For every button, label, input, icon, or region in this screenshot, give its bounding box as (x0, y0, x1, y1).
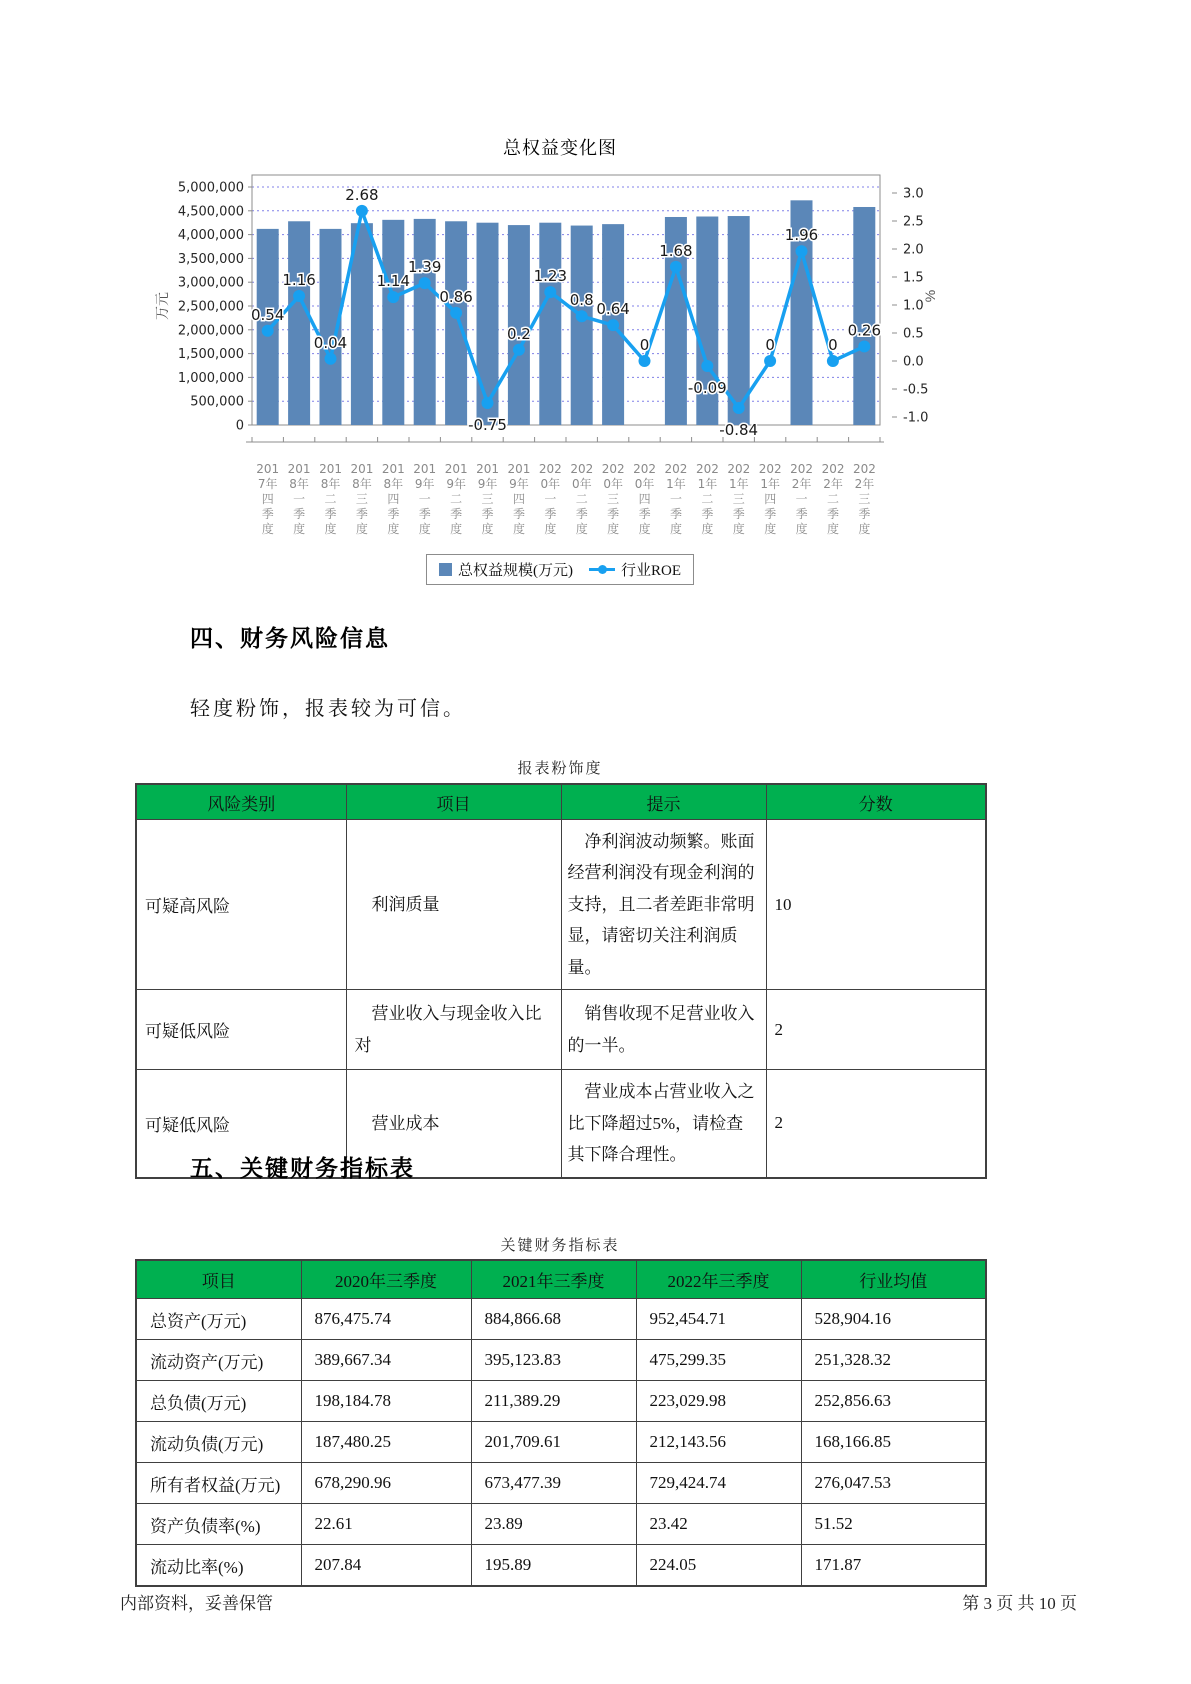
value-cell: 22.61 (301, 1504, 471, 1545)
x-axis-label: 2020年三季度 (601, 462, 625, 536)
x-axis-label: 2020年一季度 (538, 462, 562, 536)
value-cell: 23.42 (636, 1504, 801, 1545)
svg-text:2.0: 2.0 (903, 242, 924, 258)
value-cell: 212,143.56 (636, 1422, 801, 1463)
table-row (136, 1422, 986, 1463)
value-cell: 198,184.78 (301, 1381, 471, 1422)
bar (853, 207, 875, 425)
hint-cell: 营业成本占营业收入之比下降超过5%，请检查其下降合理性。 (561, 1070, 766, 1178)
table-header-row (136, 784, 986, 820)
bar (571, 226, 593, 425)
svg-text:1.39: 1.39 (407, 258, 442, 277)
x-axis-label: 2022年三季度 (852, 462, 876, 536)
svg-text:500,000: 500,000 (190, 394, 244, 410)
bar (477, 223, 499, 425)
svg-text:3,000,000: 3,000,000 (177, 275, 244, 291)
col-header: 提示 (561, 784, 766, 820)
table-row (136, 820, 986, 990)
risk-type-cell: 可疑低风险 (136, 990, 346, 1070)
metric-name-cell: 总资产(万元) (136, 1299, 301, 1340)
value-cell: 528,904.16 (801, 1299, 986, 1340)
right-axis-unit-label: % (922, 289, 939, 303)
legend-item-roe (589, 559, 681, 580)
metric-name-cell: 流动比率(%) (136, 1545, 301, 1587)
col-header: 项目 (346, 784, 561, 820)
score-cell: 10 (766, 820, 986, 990)
section-heading-financial-risk: 四、财务风险信息 (190, 625, 390, 651)
x-axis-label: 2022年二季度 (821, 462, 845, 536)
footer-confidential-note: 内部资料，妥善保管 (120, 1594, 273, 1613)
hint-cell: 销售收现不足营业收入的一半。 (561, 990, 766, 1070)
value-cell: 673,477.39 (471, 1463, 636, 1504)
value-cell: 952,454.71 (636, 1299, 801, 1340)
value-cell: 252,856.63 (801, 1381, 986, 1422)
svg-text:0.2: 0.2 (506, 324, 531, 343)
legend-label: 总权益规模(万元) (457, 563, 573, 579)
svg-text:-0.5: -0.5 (903, 382, 929, 398)
svg-text:-1.0: -1.0 (903, 410, 929, 426)
svg-text:1.68: 1.68 (659, 241, 693, 260)
col-header: 分数 (766, 784, 986, 820)
svg-text:0.04: 0.04 (313, 333, 348, 352)
x-axis-label: 2020年二季度 (570, 462, 594, 536)
table-header-row (136, 1260, 986, 1299)
table-row (136, 1340, 986, 1381)
svg-text:2.5: 2.5 (903, 214, 924, 230)
left-axis-unit-label: 万元 (154, 292, 170, 320)
svg-text:2,500,000: 2,500,000 (177, 299, 244, 315)
value-cell: 23.89 (471, 1504, 636, 1545)
svg-text:4,500,000: 4,500,000 (177, 204, 244, 220)
value-cell: 211,389.29 (471, 1381, 636, 1422)
risk-type-cell: 可疑低风险 (136, 1070, 346, 1178)
metric-name-cell: 总负债(万元) (136, 1381, 301, 1422)
metric-name-cell: 流动负债(万元) (136, 1422, 301, 1463)
score-cell: 2 (766, 990, 986, 1070)
value-cell: 389,667.34 (301, 1340, 471, 1381)
svg-text:1.0: 1.0 (903, 298, 924, 314)
svg-text:1.23: 1.23 (533, 267, 568, 286)
x-axis-label: 2021年一季度 (664, 462, 688, 536)
right-axis (892, 187, 928, 426)
x-axis-label: 2022年一季度 (790, 462, 814, 536)
key-financial-indicators-table (135, 1259, 987, 1587)
value-cell: 223,029.98 (636, 1381, 801, 1422)
svg-text:3,500,000: 3,500,000 (177, 251, 244, 267)
svg-text:0.26: 0.26 (847, 321, 882, 340)
table-row (136, 1545, 986, 1587)
polish-table-title: 报表粉饰度 (517, 761, 603, 777)
svg-text:-0.09: -0.09 (687, 379, 727, 398)
svg-text:0: 0 (765, 336, 775, 354)
x-axis-label: 2018年二季度 (319, 462, 342, 536)
bar (539, 223, 561, 425)
value-cell: 168,166.85 (801, 1422, 986, 1463)
svg-text:1.96: 1.96 (784, 226, 819, 245)
legend-item-equity (439, 559, 573, 580)
item-cell: 利润质量 (346, 820, 561, 990)
bar (414, 219, 436, 425)
gridlines (252, 187, 880, 401)
roe-value-labels (251, 186, 881, 439)
equity-change-chart (150, 128, 970, 598)
svg-text:-0.75: -0.75 (468, 416, 507, 434)
value-cell: 171.87 (801, 1545, 986, 1587)
svg-text:0: 0 (639, 336, 650, 354)
svg-text:1,000,000: 1,000,000 (177, 370, 244, 386)
table-row (136, 1381, 986, 1422)
metric-name-cell: 资产负债率(%) (136, 1504, 301, 1545)
svg-text:2.68: 2.68 (345, 185, 379, 204)
table-row (136, 1463, 986, 1504)
value-cell: 276,047.53 (801, 1463, 986, 1504)
legend-label: 行业ROE (620, 563, 682, 579)
value-cell: 224.05 (636, 1545, 801, 1587)
table-row (136, 1504, 986, 1545)
svg-text:0: 0 (828, 336, 838, 354)
svg-text:1.16: 1.16 (282, 271, 316, 290)
table-row (136, 990, 986, 1070)
table-row (136, 1299, 986, 1340)
x-axis-label: 2018年一季度 (287, 462, 311, 536)
equity-chart-canvas (150, 128, 970, 458)
col-header: 风险类别 (136, 784, 346, 820)
bar (445, 221, 467, 425)
svg-text:1.14: 1.14 (376, 272, 411, 291)
x-axis-label: 2019年四季度 (507, 462, 531, 536)
value-cell: 729,424.74 (636, 1463, 801, 1504)
col-header: 行业均值 (801, 1260, 986, 1299)
col-header: 2022年三季度 (636, 1260, 801, 1299)
col-header: 2021年三季度 (471, 1260, 636, 1299)
x-axis-label: 2020年四季度 (633, 462, 657, 536)
svg-text:1.5: 1.5 (903, 270, 924, 286)
bar (382, 220, 404, 425)
section-heading-key-indicators: 五、关键财务指标表 (190, 1155, 415, 1181)
value-cell: 251,328.32 (801, 1340, 986, 1381)
report-polish-table (135, 783, 987, 1179)
svg-text:3.0: 3.0 (903, 186, 924, 202)
metric-name-cell: 所有者权益(万元) (136, 1463, 301, 1504)
bar-series-swatch-icon (439, 563, 452, 576)
x-axis-label: 2021年三季度 (727, 462, 751, 536)
svg-text:0.54: 0.54 (250, 305, 285, 324)
risk-type-cell: 可疑高风险 (136, 820, 346, 990)
item-cell: 营业收入与现金收入比对 (346, 990, 561, 1070)
x-axis (246, 437, 884, 442)
value-cell: 876,475.74 (301, 1299, 471, 1340)
value-cell: 884,866.68 (471, 1299, 636, 1340)
svg-text:2,000,000: 2,000,000 (177, 323, 244, 339)
value-cell: 475,299.35 (636, 1340, 801, 1381)
svg-text:0.8: 0.8 (569, 291, 594, 310)
svg-text:0.86: 0.86 (439, 287, 473, 306)
x-axis-label: 2019年一季度 (413, 462, 437, 536)
item-cell: 营业成本 (346, 1070, 561, 1178)
svg-text:0: 0 (235, 418, 244, 434)
value-cell: 187,480.25 (301, 1422, 471, 1463)
col-header: 2020年三季度 (301, 1260, 471, 1299)
x-axis-label: 2019年三季度 (476, 462, 499, 536)
metric-name-cell: 流动资产(万元) (136, 1340, 301, 1381)
value-cell: 195.89 (471, 1545, 636, 1587)
x-axis-label: 2019年二季度 (444, 462, 468, 536)
svg-text:0.5: 0.5 (903, 326, 924, 342)
footer-page-number: 第 3 页 共 10 页 (962, 1594, 1077, 1613)
chart-title: 总权益变化图 (503, 138, 617, 158)
value-cell: 51.52 (801, 1504, 986, 1545)
svg-text:-0.84: -0.84 (719, 421, 759, 440)
score-cell: 2 (766, 1070, 986, 1178)
left-axis (178, 181, 252, 434)
kpi-table-title: 关键财务指标表 (500, 1238, 620, 1254)
value-cell: 207.84 (301, 1545, 471, 1587)
line-series-swatch-icon (589, 563, 615, 576)
value-cell: 678,290.96 (301, 1463, 471, 1504)
svg-text:4,000,000: 4,000,000 (177, 228, 244, 244)
svg-text:5,000,000: 5,000,000 (177, 180, 244, 196)
x-axis-labels (252, 462, 880, 537)
svg-text:0.64: 0.64 (596, 300, 630, 319)
x-axis-label: 2021年二季度 (695, 462, 719, 536)
x-axis-label: 2021年四季度 (758, 462, 782, 536)
chart-legend (426, 554, 694, 585)
col-header: 项目 (136, 1260, 301, 1299)
hint-cell: 净利润波动频繁。账面经营利润没有现金利润的支持，且二者差距非常明显，请密切关注利润质量。 (561, 820, 766, 990)
x-axis-label: 2017年四季度 (256, 462, 280, 536)
risk-summary-text: 轻度粉饰，报表较为可信。 (190, 698, 466, 720)
x-axis-label: 2018年三季度 (350, 462, 374, 536)
x-axis-label: 2018年四季度 (381, 462, 405, 536)
svg-text:0.0: 0.0 (903, 354, 924, 370)
value-cell: 395,123.83 (471, 1340, 636, 1381)
value-cell: 201,709.61 (471, 1422, 636, 1463)
bar (288, 221, 310, 425)
svg-text:1,500,000: 1,500,000 (177, 347, 244, 363)
